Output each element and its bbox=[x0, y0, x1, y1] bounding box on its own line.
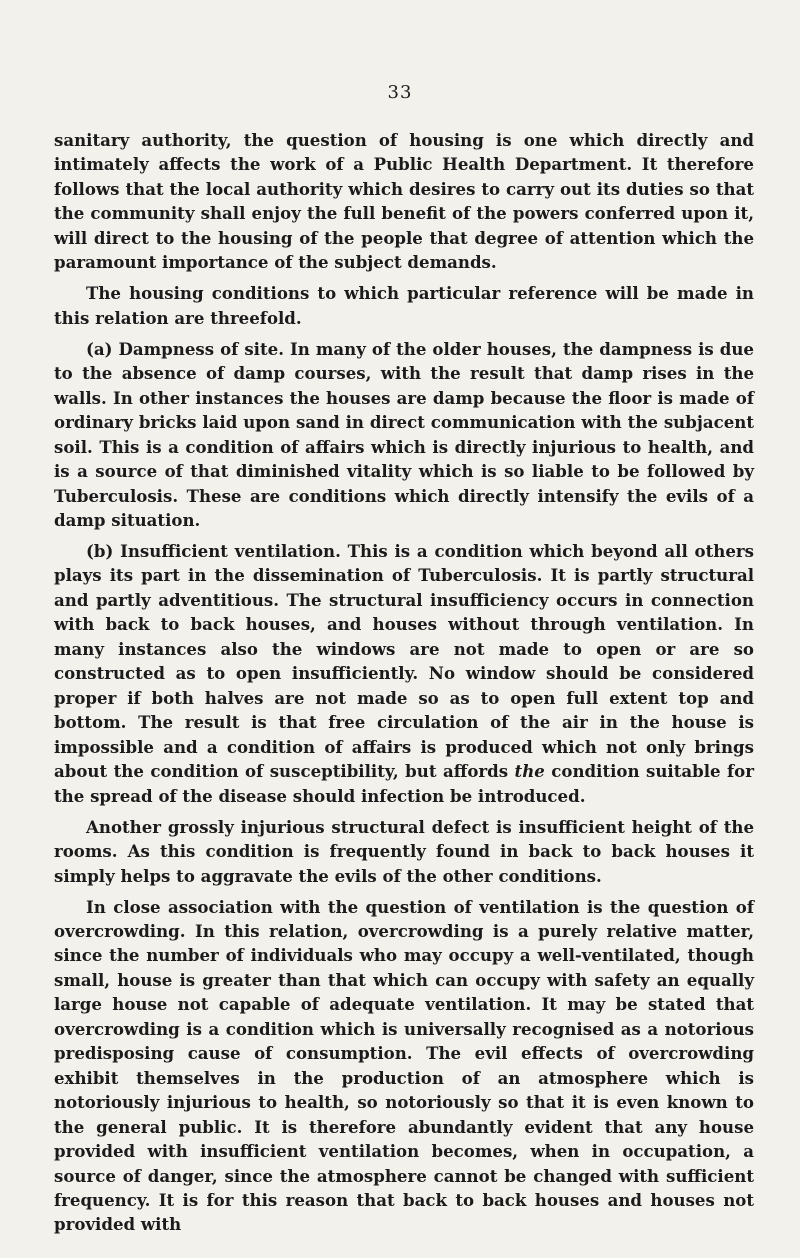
body-text bbox=[54, 128, 754, 1244]
paragraph-overcrowding: In close association with the question of ventilation is the question of overcrowding. In this relation, overcrowding is a purely relative matter, since the number of individuals who may occupy a well-ventilated, though small, house is greater than that which can occupy with safety an equally large house not capable of adequate ventilation. It may be stated that overcrowding is a condition which is universally recognised as a notorious predisposing cause of consumption. The evil effects of overcrowding exhibit themselves in the production of an atmosphere which is notoriously injurious to health, so notoriously so that it is even known to the general public. It is therefore abundantly evident that any house provided with insufficient ventilation becomes, when in occupation, a source of danger, since the atmosphere cannot be changed with sufficient frequency. It is for this reason that back to back houses and houses not provided with bbox=[54, 896, 754, 1235]
paragraph-continuation: sanitary authority, the question of housing is one which directly and intimately affects the work of a Public Health Department. It therefore follows that the local authority which desires to carry out its duties so that the community shall enjoy the full benefit of the powers conferred upon it, will direct to the housing of the people that degree of attention which the paramount importance of the subject demands. bbox=[54, 130, 754, 273]
ventilation-text-after: condition suitable for the spread of the disease should infection be introduced. bbox=[54, 761, 754, 806]
paragraph-insufficient-ventilation bbox=[54, 539, 754, 808]
ventilation-emphasis: the bbox=[514, 761, 545, 782]
paragraph-room-height: Another grossly injurious structural defect is insufficient height of the rooms. As this condition is frequently found in back to back houses it simply helps to aggravate the evils of the other conditions. bbox=[54, 816, 754, 886]
page-number: 33 bbox=[387, 82, 413, 103]
ventilation-text-before: (b) Insufficient ventilation. This is a condition which beyond all others plays its part in the dissemination of Tuberculosis. It is partly structural and partly adventitious. The structural insufficiency occurs in connection with back to back houses, and houses without through ventilation. In many instances also the windows are not made to open or are so constructed as to open insufficiently. No window should be considered proper if both halves are not made so as to open full extent top and bottom. The result is that free circulation of the air in the house is impossible and a condition of affairs is produced which not only brings about the condition of susceptibility, but affords bbox=[54, 541, 754, 782]
paragraph-housing-conditions: The housing conditions to which particular reference will be made in this relation are threefold. bbox=[54, 283, 754, 328]
paragraph-dampness-of-site: (a) Dampness of site. In many of the older houses, the dampness is due to the absence of damp courses, with the result that damp rises in the walls. In other instances the houses are damp because the floor is made of ordinary bricks laid upon sand in direct communication with the subjacent soil. This is a condition of affairs which is directly injurious to health, and is a source of that diminished vitality which is so liable to be followed by Tuberculosis. These are conditions which directly intensify the evils of a damp situation. bbox=[54, 338, 754, 530]
